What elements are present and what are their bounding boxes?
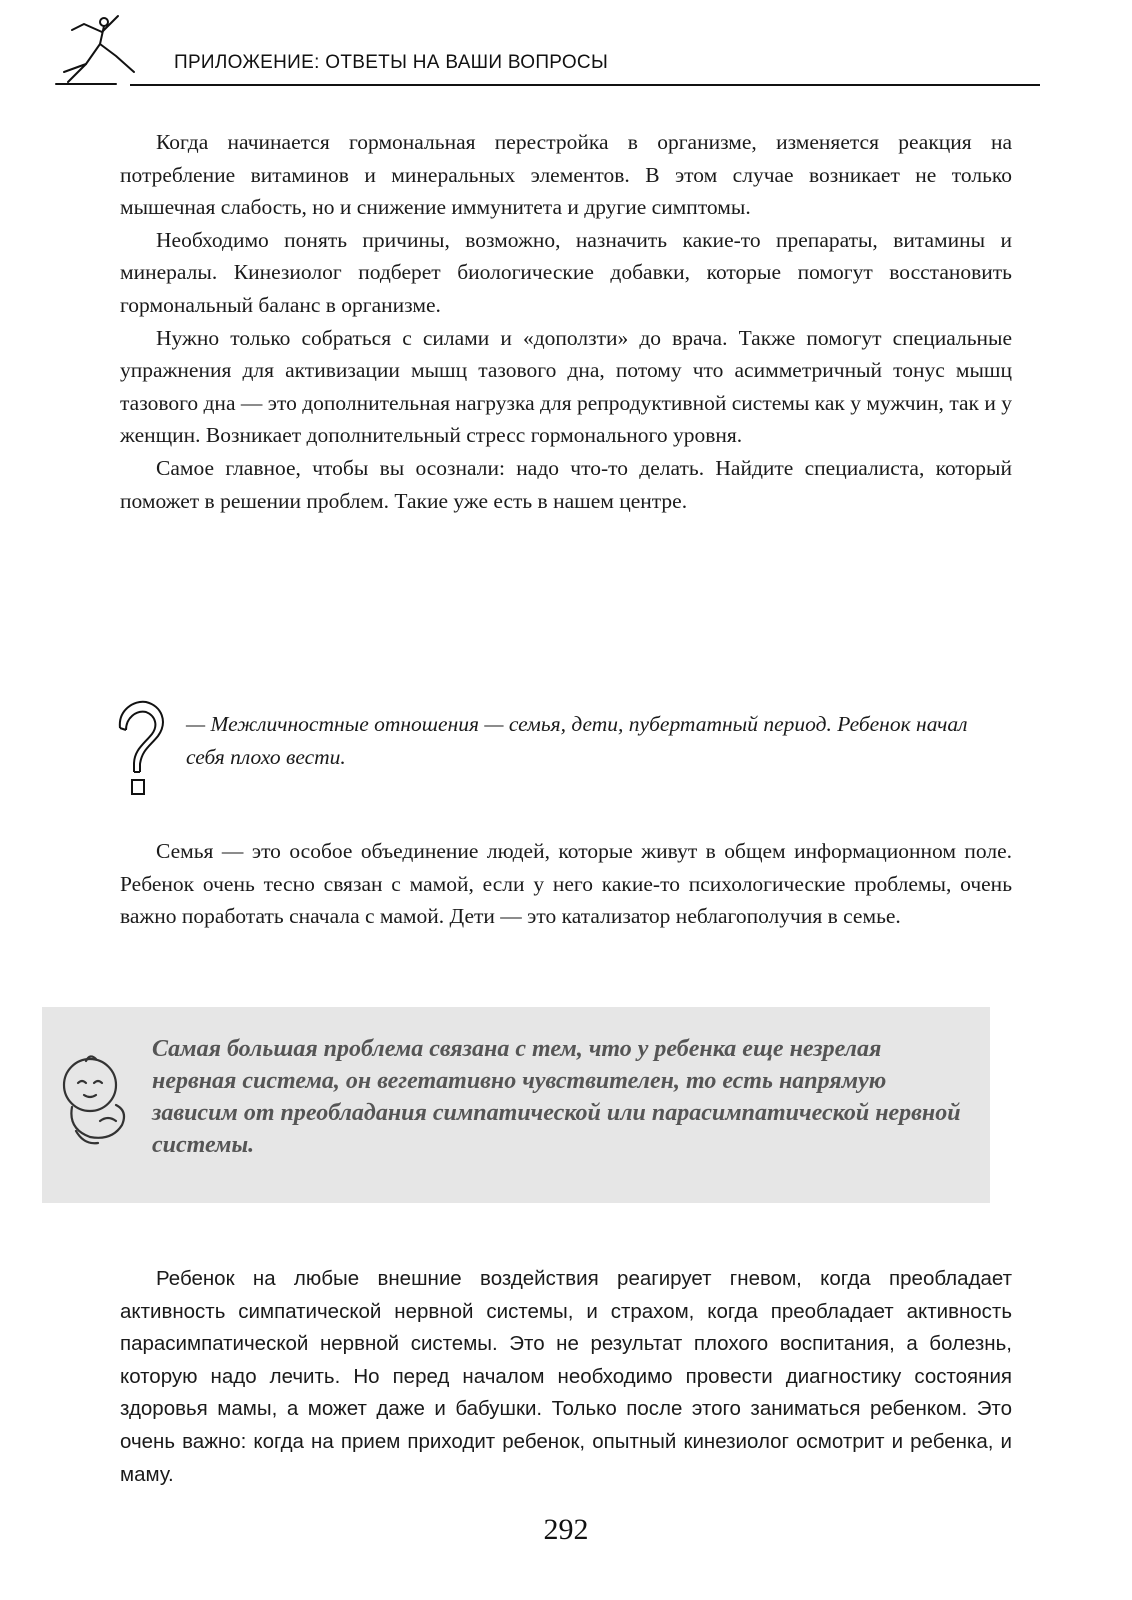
question-text [186, 708, 1006, 773]
header-rule [130, 84, 1040, 86]
paragraph: Самое главное, чтобы вы осознали: надо что-то делать. Найдите специалиста, который поможет в решении проблем. Такие уже есть в нашем центре. [120, 455, 1012, 513]
text-block-3 [120, 1263, 1012, 1491]
dancer-icon [46, 8, 156, 88]
baby-icon [50, 1045, 140, 1155]
paragraph: Ребенок на любые внешние воздействия реагирует гневом, когда преобладает активность симпатической нервной системы, и страхом, когда преобладает активность парасимпатической нервной системы. Это не результат плохого воспитания, а болезнь, которую надо лечить. Но перед началом необходимо провести диагностику состояния здоровья мамы, а может даже и бабушки. Только после этого заниматься ребенком. Это очень важно: когда на прием приходит ребенок, опытный кинезиолог осмотрит и ребенка, и маму. [120, 1267, 1012, 1486]
paragraph: Нужно только собраться с силами и «доползти» до врача. Также помогут специальные упражнения для активизации мышц тазового дна, потому что асимметричный тонус мышц тазового дна — это дополнительная нагрузка для репродуктивной системы как у мужчин, так и у женщин. Возникает дополнительный стресс гормонального уровня. [120, 325, 1012, 448]
paragraph: Когда начинается гормональная перестройка в организме, изменяется реакция на потребление витаминов и минеральных элементов. В этом случае возникает не только мышечная слабость, но и снижение иммунитета и другие симптомы. [120, 130, 1012, 220]
question-block [112, 700, 1012, 810]
paragraph: Семья — это особое объединение людей, которые живут в общем информационном поле. Ребенок очень тесно связан с мамой, если у него какие-то психологические проблемы, очень важно поработать сначала с мамой. Дети — это катализатор неблагополучия в семье. [120, 839, 1012, 929]
page-header [40, 8, 1040, 88]
paragraph: Необходимо понять причины, возможно, назначить какие-то препараты, витамины и минералы. Кинезиолог подберет биологические добавки, которые помогут восстановить гормональный баланс в организме. [120, 227, 1012, 317]
text-block-1 [120, 126, 1012, 517]
question-mark-icon [112, 700, 172, 810]
text-block-2 [120, 835, 1012, 933]
page-number: 292 [543, 1513, 589, 1546]
question-line: — Межличностные отношения — семья, дети, пубертатный период. Ребенок начал себя плохо вести. [186, 712, 968, 769]
callout-text: Самая большая проблема связана с тем, что у ребенка еще незрелая нервная система, он вегетативно чувствителен, то есть напрямую зависим от преобладания симпатической или парасимпатической нервной системы. [152, 1036, 961, 1158]
running-header: ПРИЛОЖЕНИЕ: ОТВЕТЫ НА ВАШИ ВОПРОСЫ [174, 52, 609, 73]
callout-box [42, 1007, 990, 1203]
